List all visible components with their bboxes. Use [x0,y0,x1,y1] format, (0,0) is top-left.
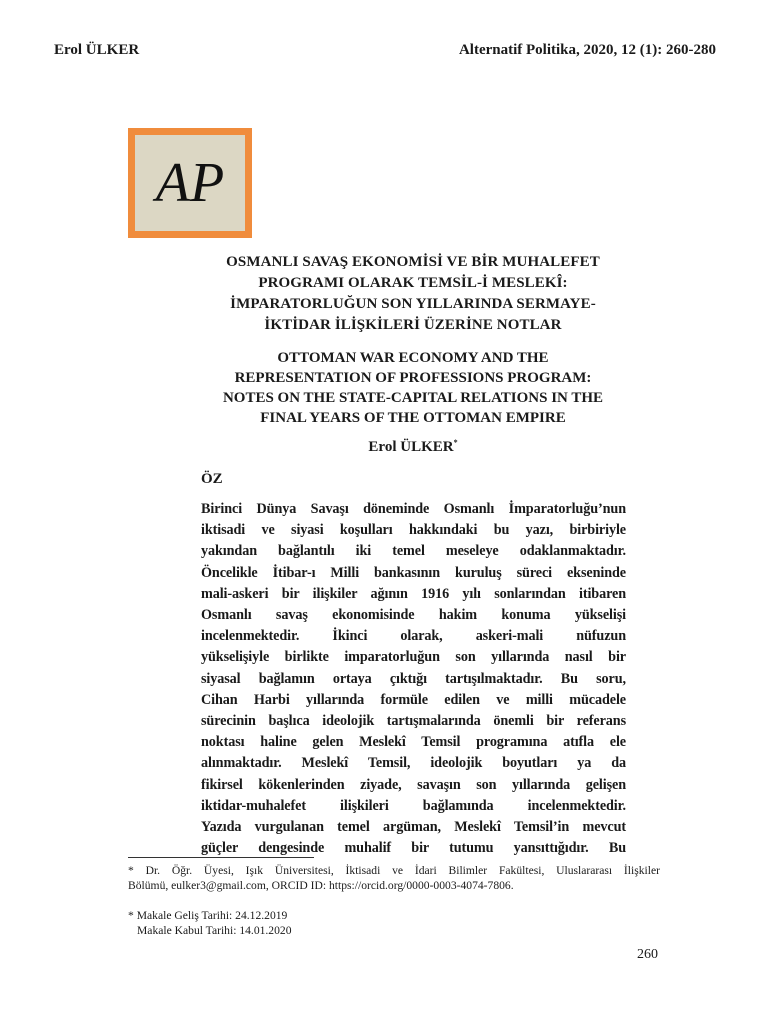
title-en-line: FINAL YEARS OF THE OTTOMAN EMPIRE [260,410,566,426]
article-title-turkish [200,252,626,336]
abstract-line: Cihan Harbi yıllarında formüle edilen ve milli mücadele [201,691,626,708]
received-date: * Makale Geliş Tarihi: 24.12.2019 [128,909,288,922]
abstract-heading: ÖZ [201,471,223,487]
abstract-line: iktisadi ve siyasi koşulları hakkındaki bu yazı, birbiriyle [201,522,626,539]
article-title-english [200,348,626,428]
author-byline [200,438,626,456]
title-en-line: NOTES ON THE STATE-CAPITAL RELATIONS IN THE [222,390,604,406]
submission-dates [128,908,292,938]
author-name: Erol ÜLKER [368,439,454,455]
abstract-line: yükselişiyle birlikte imparatorluğun son yıllarında nasıl bir [201,649,626,666]
title-tr-line: İMPARATORLUĞUN SON YILLARINDA SERMAYE- [230,296,596,312]
abstract-line: noktası haline gelen Meslekî Temsil programına atıfla ele [201,734,626,751]
abstract-line: sürecinin başlıca ideolojik tartışmalarında önemli bir referans [201,713,626,730]
abstract-line: güçler dengesinde muhalif bir tutumu yansıttığıdır. Bu [201,840,626,857]
abstract-line: siyasal bağlamın ortaya çıktığı tartışılmaktadır. Bu soru, [201,670,626,687]
abstract-line: Birinci Dünya Savaşı döneminde Osmanlı İmparatorluğu’nun [201,501,626,517]
abstract-line: Osmanlı savaş ekonomisinde hakim konuma yükselişi [201,607,626,624]
author-footnote [128,863,660,893]
abstract-line: yakından bağlantılı iki temel meseleye odaklanmaktadır. [201,543,626,560]
title-tr-line: OSMANLI SAVAŞ EKONOMİSİ VE BİR MUHALEFET [226,254,600,270]
abstract-line: mali-askeri bir ilişkiler ağının 1916 yılı sonlarından itibaren [201,585,626,602]
accepted-date: Makale Kabul Tarihi: 14.01.2020 [137,924,292,937]
abstract-line: fikirsel kökenlerinden ziyade, savaşın son yıllarında gelişen [201,776,626,793]
title-en-line: OTTOMAN WAR ECONOMY AND THE [277,350,549,366]
footnote-line: Bölümü, eulker3@gmail.com, ORCID ID: https://orcid.org/0000-0003-4074-7806. [128,879,514,892]
title-tr-line: PROGRAMI OLARAK TEMSİL-İ MESLEKÎ: [258,275,568,291]
abstract-body [201,499,626,859]
footnote-line: * Dr. Öğr. Üyesi, Işık Üniversitesi, İktisadi ve İdari Bilimler Fakültesi, Uluslararası İlişkiler [128,864,660,877]
title-en-line: REPRESENTATION OF PROFESSIONS PROGRAM: [234,370,592,386]
abstract-line: Öncelikle İtibar-ı Milli bankasının kuruluş süreci ekseninde [201,564,626,581]
ap-logo-mark [140,143,240,223]
logo-text: AP [155,152,225,214]
abstract-line: Yazıda vurgulanan temel argüman, Meslekî Temsil’in mevcut [201,819,626,836]
journal-logo [128,128,252,238]
abstract-line: incelenmektedir. İkinci olarak, askeri-mali nüfuzun [201,628,626,645]
running-header-author: Erol ÜLKER [54,42,140,58]
page-number: 260 [637,947,658,962]
abstract-line: iktidar-muhalefet ilişkileri bağlamında incelenmektedir. [201,797,626,814]
footnote-marker: * [453,438,458,447]
abstract-line: alınmaktadır. Meslekî Temsil, ideolojik boyutları ya da [201,755,626,772]
running-header-journal: Alternatif Politika, 2020, 12 (1): 260-280 [458,42,716,58]
footnote-separator [128,857,314,858]
title-tr-line: İKTİDAR İLİŞKİLERİ ÜZERİNE NOTLAR [264,317,562,333]
